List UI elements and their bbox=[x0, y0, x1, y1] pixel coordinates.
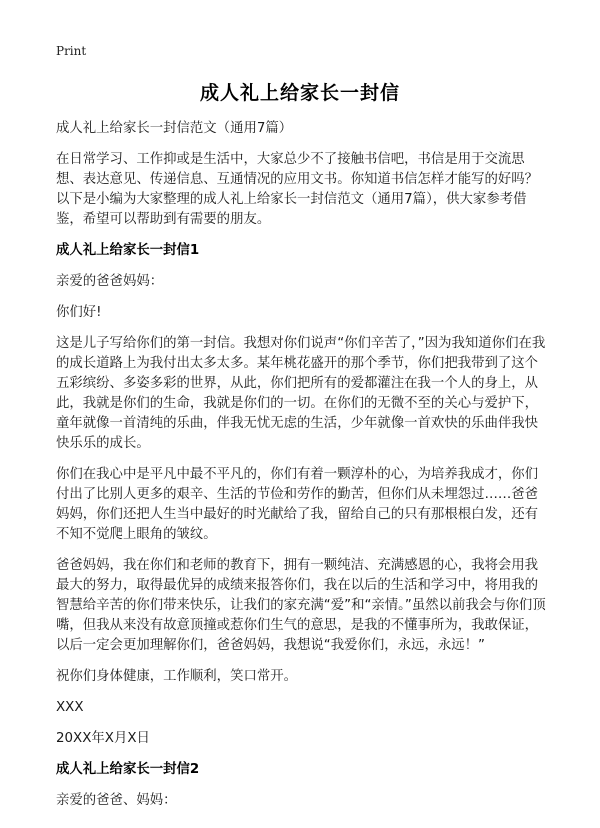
page-title: 成人礼上给家长一封信 bbox=[199, 82, 400, 104]
article-body bbox=[56, 119, 550, 822]
intro-paragraph: 在日常学习、工作抑或是生活中，大家总少不了接触书信吧，书信是用于交流思想、表达意见、传递信息、互通情况的应用文书。你知道书信怎样才能写的好吗？以下是小编为大家整理的成人礼上给家长一封信范文（通用7篇），供大家参考借鉴，希望可以帮助到有需要的朋友。 bbox=[56, 152, 539, 227]
letter1-signature: XXX bbox=[56, 700, 84, 715]
letter1-paragraph-2: 你们在我心中是平凡中最不平凡的，你们有着一颗淳朴的心，为培养我成才，你们付出了比别人更多的艰辛、生活的节俭和劳作的勤苦，但你们从未埋怨过……爸爸妈妈，你们还把人生当中最好的时光献给了我，留给自己的只有那根根白发，还有不知不觉爬上眼角的皱纹。 bbox=[56, 467, 539, 542]
letter1-closing: 祝你们身体健康，工作顺利，笑口常开。 bbox=[56, 669, 298, 684]
letter2-salutation: 亲爱的爸爸、妈妈： bbox=[56, 793, 177, 808]
letter1-paragraph-1: 这是儿子写给你们的第一封信。我想对你们说声“你们辛苦了，”因为我知道你们在我的成长道路上为我付出太多太多。某年桃花盛开的那个季节，你们把我带到了这个五彩缤纷、多姿多彩的世界，从此，你们把所有的爱都灌注在我一个人的身上，从此，我就是你们的生命，我就是你们的一切。在你们的无微不至的关心与爱护下，童年就像一首清纯的乐曲，伴我无忧无虑的生活，少年就像一首欢快的乐曲伴我快快乐乐的成长。 bbox=[56, 336, 546, 451]
letter1-greeting: 你们好! bbox=[56, 305, 102, 320]
letter1-heading: 成人礼上给家长一封信1 bbox=[56, 243, 200, 258]
letter1-salutation: 亲爱的爸爸妈妈： bbox=[56, 274, 164, 289]
letter2-heading: 成人礼上给家长一封信2 bbox=[56, 762, 200, 777]
letter1-date: 20XX年X月X日 bbox=[56, 731, 150, 746]
print-link[interactable]: Print bbox=[56, 44, 87, 58]
letter1-paragraph-3: 爸爸妈妈，我在你们和老师的教育下，拥有一颗纯洁、充满感恩的心，我将会用我最大的努力，取得最优异的成绩来报答你们，我在以后的生活和学习中，将用我的智慧给辛苦的你们带来快乐，让我们的家充满“爱”和“亲情。”虽然以前我会与你们顶嘴，但我从来没有故意顶撞或惹你们生气的意思，是我的不懂事所为，我敢保证，以后一定会更加理解你们，爸爸妈妈，我想说“我爱你们，永远，永远！” bbox=[56, 558, 546, 653]
subtitle: 成人礼上给家长一封信范文（通用7篇） bbox=[56, 121, 293, 136]
